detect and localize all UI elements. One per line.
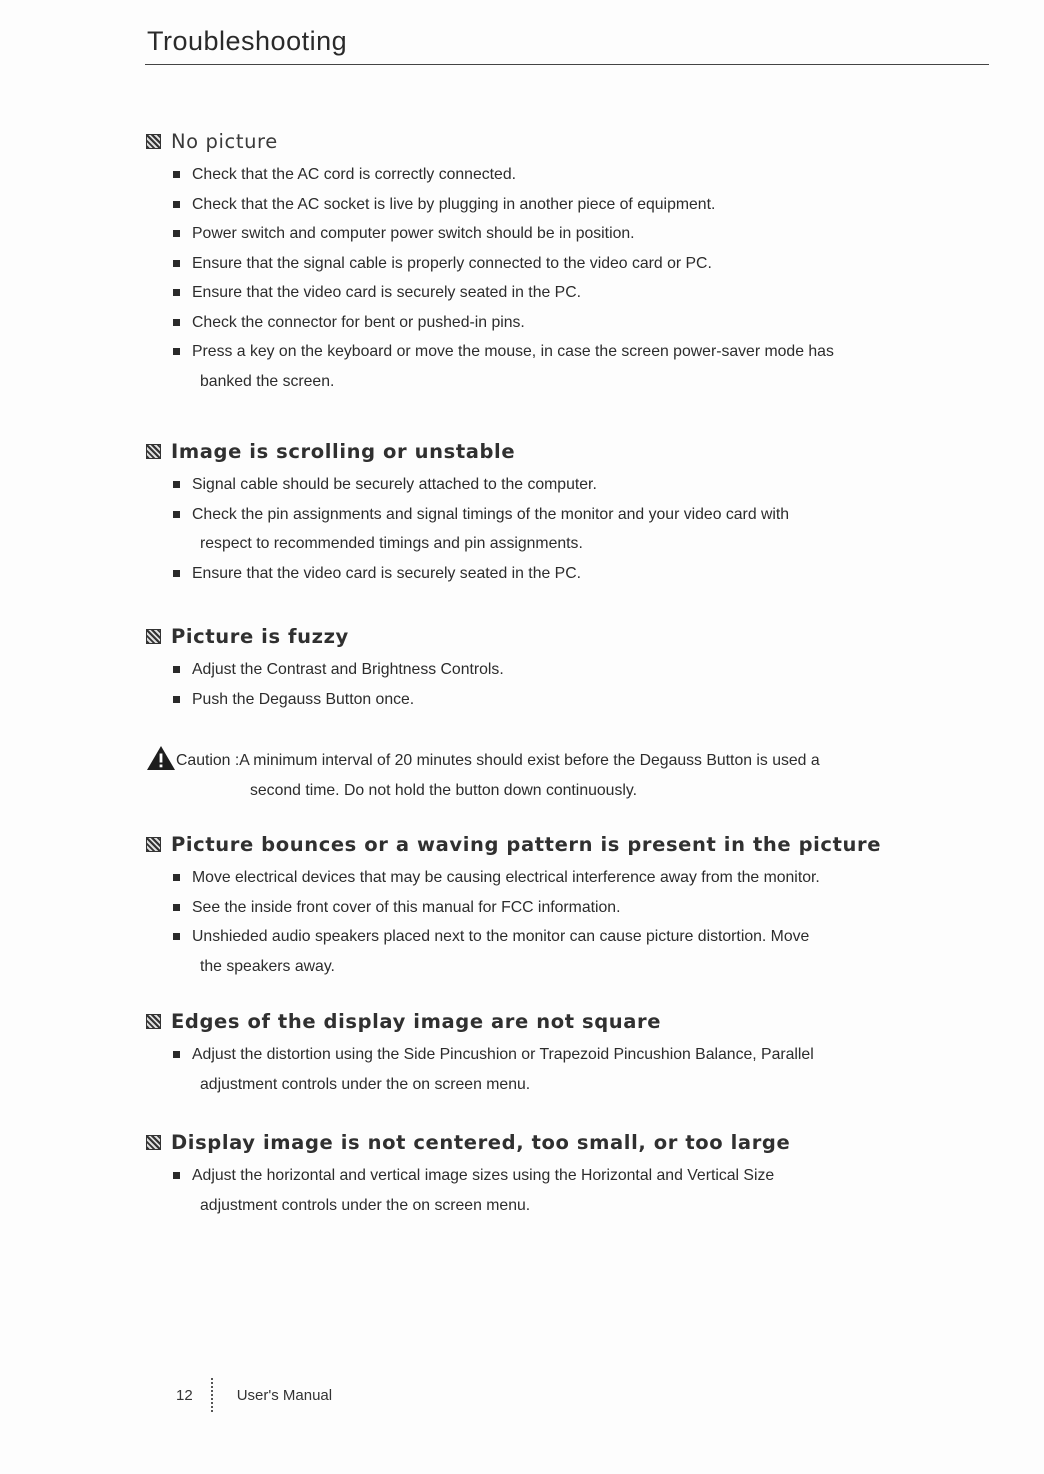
section-heading-text: No picture (171, 129, 278, 153)
list-item: Adjust the Contrast and Brightness Controls. (146, 655, 976, 685)
section-heading (146, 436, 976, 466)
section-heading-text: Picture bounces or a waving pattern is present in the picture (171, 832, 882, 856)
list-item: Push the Degauss Button once. (146, 685, 976, 715)
bullet-list (146, 1161, 976, 1220)
section-picture-bounces (146, 829, 976, 981)
caution-text: Caution :A minimum interval of 20 minutes should exist before the Degauss Button is used a (176, 752, 820, 769)
section-marker-icon (146, 629, 161, 644)
page-title: Troubleshooting (147, 26, 348, 56)
list-item: Adjust the horizontal and vertical image sizes using the Horizontal and Vertical Size adjustment controls under the on screen menu. (146, 1161, 976, 1220)
title-rule (145, 64, 989, 65)
section-heading (146, 829, 976, 859)
section-display-not-centered (146, 1127, 976, 1220)
section-marker-icon (146, 444, 161, 459)
caution-text-continued: second time. Do not hold the button down continuously. (250, 781, 637, 799)
footer-label: User's Manual (236, 1386, 333, 1404)
bullet-list (146, 160, 976, 396)
list-item: Unshieded audio speakers placed next to the monitor can cause picture distortion. Move the speakers away. (146, 922, 976, 981)
page-footer (176, 1378, 332, 1412)
list-item: Press a key on the keyboard or move the mouse, in case the screen power-saver mode has banked the screen. (146, 337, 976, 396)
section-marker-icon (146, 837, 161, 852)
warning-icon (146, 745, 176, 771)
section-marker-icon (146, 1014, 161, 1029)
section-heading-text: Picture is fuzzy (171, 624, 349, 648)
section-marker-icon (146, 1135, 161, 1150)
list-item: Check that the AC cord is correctly connected. (146, 160, 976, 190)
list-item: See the inside front cover of this manual for FCC information. (146, 893, 976, 923)
bullet-list (146, 470, 976, 588)
section-edges-not-square (146, 1006, 976, 1099)
list-item: Check the pin assignments and signal timings of the monitor and your video card with respect to recommended timings and pin assignments. (146, 500, 976, 559)
list-item: Move electrical devices that may be causing electrical interference away from the monitor. (146, 863, 976, 893)
list-item: Ensure that the signal cable is properly connected to the video card or PC. (146, 249, 976, 279)
bullet-list (146, 1040, 976, 1099)
section-no-picture (146, 126, 976, 396)
section-heading (146, 126, 976, 156)
section-heading (146, 621, 976, 651)
section-heading-text: Display image is not centered, too small, or too large (171, 1130, 791, 1154)
list-item: Check that the AC socket is live by plugging in another piece of equipment. (146, 190, 976, 220)
section-heading (146, 1006, 976, 1036)
list-item: Adjust the distortion using the Side Pincushion or Trapezoid Pincushion Balance, Parallel adjustment controls under the on screen menu. (146, 1040, 976, 1099)
bullet-list (146, 863, 976, 981)
list-item: Ensure that the video card is securely seated in the PC. (146, 559, 976, 589)
list-item: Check the connector for bent or pushed-in pins. (146, 308, 976, 338)
section-heading (146, 1127, 976, 1157)
page-number: 12 (176, 1386, 193, 1404)
section-image-scrolling (146, 436, 976, 588)
footer-separator (211, 1378, 213, 1412)
section-heading-text: Edges of the display image are not square (171, 1009, 662, 1033)
caution-note (146, 745, 976, 805)
list-item: Signal cable should be securely attached to the computer. (146, 470, 976, 500)
section-marker-icon (146, 134, 161, 149)
list-item: Power switch and computer power switch should be in position. (146, 219, 976, 249)
section-heading-text: Image is scrolling or unstable (171, 439, 516, 463)
section-picture-fuzzy (146, 621, 976, 714)
bullet-list (146, 655, 976, 714)
list-item: Ensure that the video card is securely seated in the PC. (146, 278, 976, 308)
